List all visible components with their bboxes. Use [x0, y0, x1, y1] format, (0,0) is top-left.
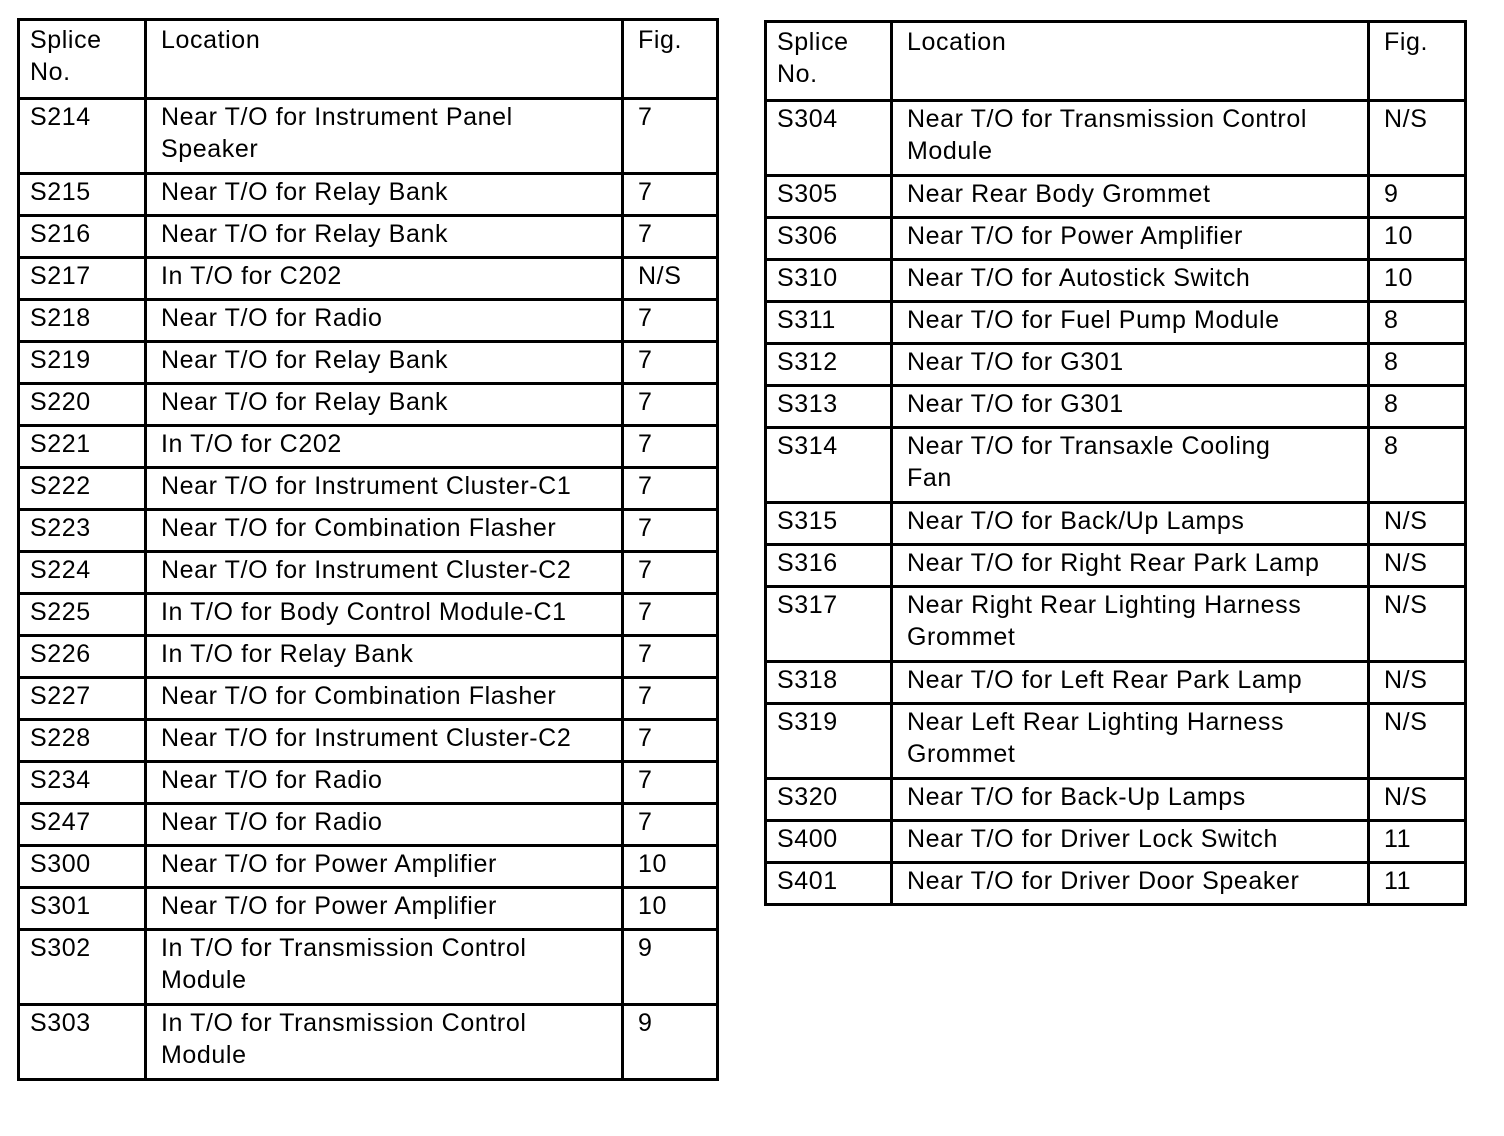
splice-number-cell: S220: [19, 384, 146, 426]
location-cell: Near T/O for Radio: [146, 804, 623, 846]
fig-cell: 7: [623, 468, 718, 510]
location-cell: In T/O for Transmission Control Module: [146, 1005, 623, 1080]
fig-cell: 7: [623, 636, 718, 678]
table-row: [766, 101, 1466, 176]
fig-cell: 10: [623, 846, 718, 888]
splice-number-cell: S316: [766, 545, 892, 587]
fig-cell: 10: [1369, 218, 1466, 260]
table-row: [766, 587, 1466, 662]
location-cell: Near T/O for Transaxle Cooling Fan: [892, 428, 1369, 503]
header-fig: Fig.: [623, 20, 718, 99]
splice-number-cell: S318: [766, 662, 892, 704]
table-row: [766, 386, 1466, 428]
table-row: [19, 1005, 718, 1080]
splice-number-cell: S301: [19, 888, 146, 930]
fig-cell: 7: [623, 594, 718, 636]
fig-cell: 7: [623, 300, 718, 342]
fig-cell: 10: [623, 888, 718, 930]
location-cell: Near T/O for Driver Lock Switch: [892, 821, 1369, 863]
table-row: [19, 384, 718, 426]
splice-number-cell: S234: [19, 762, 146, 804]
splice-number-cell: S218: [19, 300, 146, 342]
table-row: [19, 174, 718, 216]
splice-number-cell: S215: [19, 174, 146, 216]
fig-cell: 10: [1369, 260, 1466, 302]
splice-number-cell: S305: [766, 176, 892, 218]
location-cell: In T/O for Relay Bank: [146, 636, 623, 678]
location-cell: Near T/O for G301: [892, 344, 1369, 386]
table-row: [766, 821, 1466, 863]
splice-number-cell: S219: [19, 342, 146, 384]
location-cell: Near T/O for Autostick Switch: [892, 260, 1369, 302]
fig-cell: N/S: [1369, 503, 1466, 545]
fig-cell: 7: [623, 720, 718, 762]
location-cell: Near T/O for Transmission Control Module: [892, 101, 1369, 176]
location-cell: Near T/O for Power Amplifier: [146, 888, 623, 930]
table-row: [19, 636, 718, 678]
table-row: [766, 260, 1466, 302]
fig-cell: N/S: [1369, 704, 1466, 779]
splice-number-cell: S319: [766, 704, 892, 779]
splice-table-left-body: [19, 99, 718, 1080]
location-cell: Near T/O for G301: [892, 386, 1369, 428]
table-row: [766, 344, 1466, 386]
fig-cell: 7: [623, 99, 718, 174]
splice-number-cell: S306: [766, 218, 892, 260]
fig-cell: 7: [623, 510, 718, 552]
splice-number-cell: S223: [19, 510, 146, 552]
table-row: [766, 545, 1466, 587]
location-cell: Near T/O for Power Amplifier: [146, 846, 623, 888]
splice-number-cell: S226: [19, 636, 146, 678]
location-cell: Near T/O for Combination Flasher: [146, 678, 623, 720]
table-row: [766, 218, 1466, 260]
location-cell: Near Right Rear Lighting Harness Grommet: [892, 587, 1369, 662]
fig-cell: N/S: [623, 258, 718, 300]
splice-number-cell: S310: [766, 260, 892, 302]
fig-cell: N/S: [1369, 662, 1466, 704]
splice-number-cell: S304: [766, 101, 892, 176]
location-cell: Near T/O for Instrument Cluster-C2: [146, 720, 623, 762]
fig-cell: 11: [1369, 863, 1466, 905]
location-cell: Near T/O for Relay Bank: [146, 342, 623, 384]
header-location: Location: [892, 22, 1369, 101]
table-row: [766, 863, 1466, 905]
location-cell: Near T/O for Radio: [146, 300, 623, 342]
header-location: Location: [146, 20, 623, 99]
fig-cell: N/S: [1369, 779, 1466, 821]
location-cell: In T/O for C202: [146, 258, 623, 300]
splice-number-cell: S228: [19, 720, 146, 762]
location-cell: Near T/O for Relay Bank: [146, 174, 623, 216]
splice-table-left: [17, 18, 719, 1081]
table-row: [19, 594, 718, 636]
header-splice-no: Splice No.: [766, 22, 892, 101]
splice-number-cell: S317: [766, 587, 892, 662]
location-cell: In T/O for C202: [146, 426, 623, 468]
table-row: [19, 216, 718, 258]
location-cell: Near Rear Body Grommet: [892, 176, 1369, 218]
table-row: [19, 426, 718, 468]
splice-number-cell: S314: [766, 428, 892, 503]
table-row: [19, 468, 718, 510]
table-row: [766, 428, 1466, 503]
fig-cell: 8: [1369, 302, 1466, 344]
fig-cell: N/S: [1369, 587, 1466, 662]
table-row: [766, 779, 1466, 821]
table-row: [766, 503, 1466, 545]
location-cell: Near T/O for Instrument Panel Speaker: [146, 99, 623, 174]
fig-cell: 9: [623, 1005, 718, 1080]
splice-number-cell: S320: [766, 779, 892, 821]
splice-number-cell: S302: [19, 930, 146, 1005]
fig-cell: 7: [623, 216, 718, 258]
header-row: [766, 22, 1466, 101]
splice-number-cell: S214: [19, 99, 146, 174]
table-row: [19, 888, 718, 930]
splice-number-cell: S247: [19, 804, 146, 846]
table-row: [19, 342, 718, 384]
table-row: [19, 258, 718, 300]
splice-number-cell: S227: [19, 678, 146, 720]
location-cell: In T/O for Transmission Control Module: [146, 930, 623, 1005]
table-row: [19, 846, 718, 888]
location-cell: Near T/O for Left Rear Park Lamp: [892, 662, 1369, 704]
fig-cell: 8: [1369, 428, 1466, 503]
header-splice-no: Splice No.: [19, 20, 146, 99]
fig-cell: 9: [623, 930, 718, 1005]
table-row: [766, 176, 1466, 218]
splice-table-right-body: [766, 101, 1466, 905]
table-row: [19, 99, 718, 174]
fig-cell: 7: [623, 426, 718, 468]
location-cell: Near T/O for Fuel Pump Module: [892, 302, 1369, 344]
table-row: [766, 704, 1466, 779]
splice-number-cell: S401: [766, 863, 892, 905]
fig-cell: N/S: [1369, 545, 1466, 587]
splice-number-cell: S315: [766, 503, 892, 545]
header-row: [19, 20, 718, 99]
splice-number-cell: S216: [19, 216, 146, 258]
location-cell: Near Left Rear Lighting Harness Grommet: [892, 704, 1369, 779]
fig-cell: 9: [1369, 176, 1466, 218]
location-cell: Near T/O for Driver Door Speaker: [892, 863, 1369, 905]
table-row: [19, 678, 718, 720]
location-cell: Near T/O for Right Rear Park Lamp: [892, 545, 1369, 587]
table-row: [766, 302, 1466, 344]
fig-cell: 7: [623, 762, 718, 804]
fig-cell: 11: [1369, 821, 1466, 863]
fig-cell: 7: [623, 384, 718, 426]
location-cell: Near T/O for Relay Bank: [146, 216, 623, 258]
splice-number-cell: S312: [766, 344, 892, 386]
splice-number-cell: S222: [19, 468, 146, 510]
splice-number-cell: S311: [766, 302, 892, 344]
table-row: [19, 762, 718, 804]
splice-number-cell: S221: [19, 426, 146, 468]
table-row: [19, 804, 718, 846]
table-row: [766, 662, 1466, 704]
location-cell: In T/O for Body Control Module-C1: [146, 594, 623, 636]
fig-cell: 7: [623, 342, 718, 384]
fig-cell: N/S: [1369, 101, 1466, 176]
header-fig: Fig.: [1369, 22, 1466, 101]
splice-number-cell: S303: [19, 1005, 146, 1080]
splice-table-right: [764, 20, 1467, 906]
fig-cell: 8: [1369, 344, 1466, 386]
location-cell: Near T/O for Instrument Cluster-C1: [146, 468, 623, 510]
fig-cell: 7: [623, 804, 718, 846]
splice-number-cell: S224: [19, 552, 146, 594]
location-cell: Near T/O for Back-Up Lamps: [892, 779, 1369, 821]
fig-cell: 8: [1369, 386, 1466, 428]
fig-cell: 7: [623, 678, 718, 720]
splice-number-cell: S313: [766, 386, 892, 428]
splice-number-cell: S400: [766, 821, 892, 863]
table-row: [19, 510, 718, 552]
splice-number-cell: S217: [19, 258, 146, 300]
splice-number-cell: S225: [19, 594, 146, 636]
splice-number-cell: S300: [19, 846, 146, 888]
location-cell: Near T/O for Power Amplifier: [892, 218, 1369, 260]
location-cell: Near T/O for Combination Flasher: [146, 510, 623, 552]
fig-cell: 7: [623, 174, 718, 216]
location-cell: Near T/O for Back/Up Lamps: [892, 503, 1369, 545]
location-cell: Near T/O for Radio: [146, 762, 623, 804]
fig-cell: 7: [623, 552, 718, 594]
table-row: [19, 552, 718, 594]
table-row: [19, 720, 718, 762]
table-row: [19, 300, 718, 342]
location-cell: Near T/O for Relay Bank: [146, 384, 623, 426]
table-row: [19, 930, 718, 1005]
location-cell: Near T/O for Instrument Cluster-C2: [146, 552, 623, 594]
